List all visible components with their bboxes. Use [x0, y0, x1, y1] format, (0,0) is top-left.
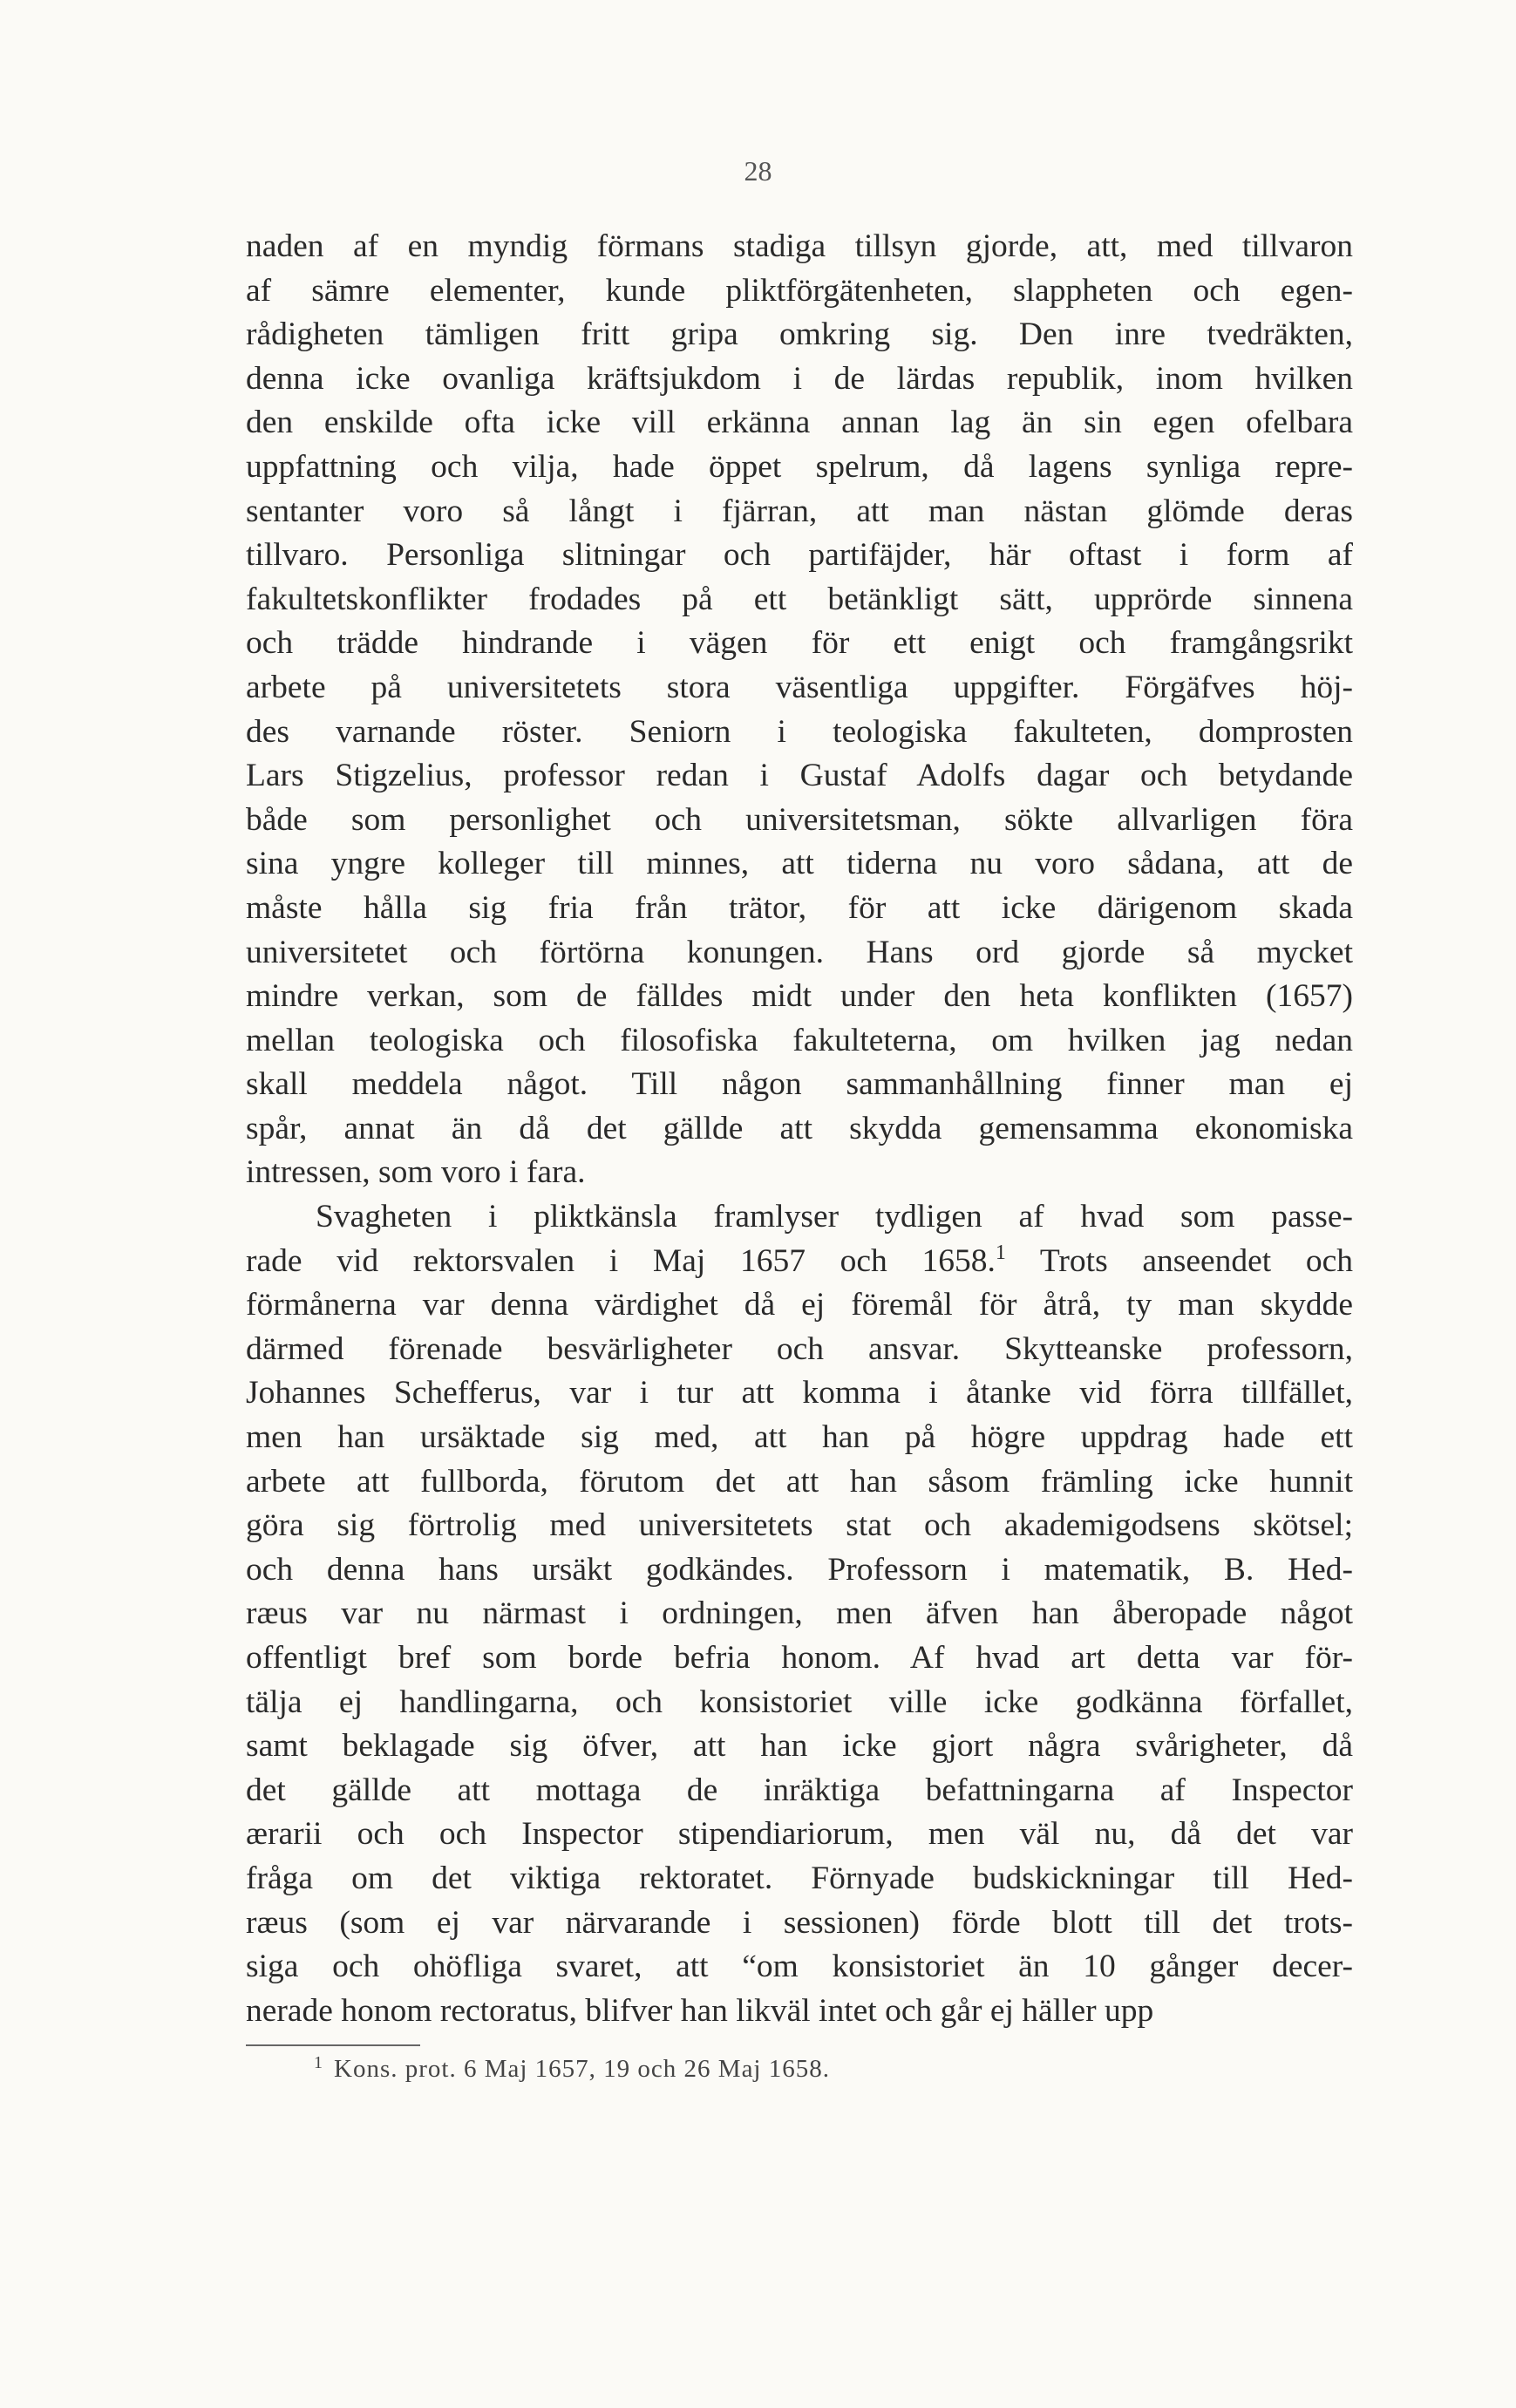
text-line-content: Lars Stigzelius, professor redan i Gustaf Adolfs dagar och betydande [246, 758, 1353, 794]
text-line [246, 666, 1353, 711]
text-line-content: tälja ej handlingarna, och konsistoriet ville icke godkänna förfallet, [246, 1684, 1353, 1720]
text-line-content: rade vid rektorsvalen i Maj 1657 och 1658. [246, 1242, 996, 1279]
text-line [246, 1901, 1353, 1946]
text-line [246, 1151, 1353, 1195]
text-line [246, 401, 1353, 446]
text-line [246, 1240, 1353, 1284]
text-line-content: Johannes Schefferus, var i tur att komma i åtanke vid förra tillfället, [246, 1375, 1353, 1411]
text-line [246, 1019, 1353, 1064]
footnote-divider [246, 2044, 420, 2046]
text-line-content: förmånerna var denna värdighet då ej föremål för åtrå, ty man skydde [246, 1287, 1353, 1323]
text-line [246, 1195, 1353, 1240]
text-line-content: intressen, som voro i fara. [246, 1154, 586, 1191]
text-line [246, 1460, 1353, 1505]
text-line [246, 799, 1353, 843]
text-line [246, 1945, 1353, 1990]
text-line [246, 1548, 1353, 1593]
text-line-content: både som personlighet och universitetsman, sökte allvarligen föra [246, 801, 1353, 838]
text-line [246, 1857, 1353, 1901]
text-line [246, 754, 1353, 799]
text-line-content: spår, annat än då det gällde att skydda gemensamma ekonomiska [246, 1110, 1353, 1146]
text-line-content: sentanter voro så långt i fjärran, att man nästan glömde deras [246, 493, 1353, 529]
text-line-content: naden af en myndig förmans stadiga tillsyn gjorde, att, med tillvaron [246, 228, 1353, 264]
text-line-content: det gällde att mottaga de inräktiga befattningarna af Inspector [246, 1772, 1353, 1808]
text-line-content: skall meddela något. Till någon sammanhållning finner man ej [246, 1066, 1353, 1103]
text-line-content: måste hålla sig fria från trätor, för att icke därigenom skada [246, 889, 1353, 926]
text-line-content: den enskilde ofta icke vill erkänna annan lag än sin egen ofelbara [246, 405, 1353, 441]
text-line-content: mellan teologiska och filosofiska fakulteterna, om hvilken jag nedan [246, 1022, 1353, 1058]
text-line-content: siga och ohöfliga svaret, att “om konsistoriet än 10 gånger decer- [246, 1949, 1353, 1985]
text-line-content: arbete att fullborda, förutom det att han såsom främling icke hunnit [246, 1463, 1353, 1500]
text-line-content: arbete på universitetets stora väsentliga uppgifter. Förgäfves höj- [246, 669, 1353, 705]
footnote [314, 2051, 830, 2086]
text-line-content: tillvaro. Personliga slitningar och partifäjder, här oftast i form af [246, 537, 1353, 574]
footnote-text: Kons. prot. 6 Maj 1657, 19 och 26 Maj 1658. [334, 2055, 830, 2083]
text-line [246, 1283, 1353, 1328]
text-line [246, 313, 1353, 357]
text-line [246, 1769, 1353, 1813]
footnote-mark: 1 [314, 2053, 323, 2072]
text-line [246, 622, 1353, 666]
text-line-tail: Trots anseendet och [1005, 1242, 1353, 1279]
text-line [246, 1371, 1353, 1416]
text-line [246, 887, 1353, 931]
text-line [246, 1328, 1353, 1372]
text-line [246, 711, 1353, 755]
text-line [246, 1592, 1353, 1636]
text-line-content: göra sig förtrolig med universitetets stat och akademigodsens skötsel; [246, 1507, 1353, 1544]
text-line-content: mindre verkan, som de fälldes midt under den heta konflikten (1657) [246, 978, 1353, 1015]
text-line-content: och denna hans ursäkt godkändes. Professorn i matematik, B. Hed- [246, 1551, 1353, 1588]
text-line [246, 534, 1353, 578]
text-line [246, 490, 1353, 534]
text-line [246, 1636, 1353, 1681]
text-line-content: ræus (som ej var närvarande i sessionen) förde blott till det trots- [246, 1904, 1353, 1941]
text-line-content: nerade honom rectoratus, blifver han likväl intet och går ej häller upp [246, 1992, 1154, 2029]
text-line [246, 975, 1353, 1019]
text-line [246, 1990, 1353, 2034]
text-line-content: ræus var nu närmast i ordningen, men äfven han åberopade något [246, 1595, 1353, 1632]
text-line-content: sina yngre kolleger till minnes, att tiderna nu voro sådana, att de [246, 846, 1353, 882]
text-line-content: offentligt bref som borde befria honom. Af hvad art detta var för- [246, 1640, 1353, 1676]
text-line-content: rådigheten tämligen fritt gripa omkring sig. Den inre tvedräkten, [246, 316, 1353, 353]
text-line [246, 1813, 1353, 1857]
text-line [246, 842, 1353, 887]
text-line-content: uppfattning och vilja, hade öppet spelrum, då lagens synliga repre- [246, 448, 1353, 485]
text-line [246, 1416, 1353, 1460]
text-line [246, 446, 1353, 490]
text-line-content: därmed förenade besvärligheter och ansvar. Skytteanske professorn, [246, 1330, 1353, 1367]
text-line-content: och trädde hindrande i vägen för ett enigt och framgångsrikt [246, 625, 1353, 662]
text-line-content: samt beklagade sig öfver, att han icke gjort några svårigheter, då [246, 1728, 1353, 1765]
text-line-content: Svagheten i pliktkänsla framlyser tydligen af hvad som passe- [316, 1199, 1353, 1235]
text-line [246, 357, 1353, 402]
text-line [246, 1107, 1353, 1152]
text-line [246, 269, 1353, 314]
text-line-content: des varnande röster. Seniorn i teologiska fakulteten, domprosten [246, 713, 1353, 750]
text-line [246, 1504, 1353, 1548]
text-line-content: universitetet och förtörna konungen. Hans ord gjorde så mycket [246, 934, 1353, 970]
text-line-content: af sämre elementer, kunde pliktförgätenheten, slappheten och egen- [246, 272, 1353, 309]
text-line [246, 931, 1353, 976]
text-line [246, 578, 1353, 622]
footnote-reference: 1 [995, 1241, 1006, 1264]
page-number: 28 [744, 155, 772, 187]
text-line [246, 1681, 1353, 1725]
text-line [246, 1724, 1353, 1769]
text-line-content: ærarii och och Inspector stipendiariorum, men väl nu, då det var [246, 1816, 1353, 1853]
text-line [246, 225, 1353, 269]
text-line-content: fakultetskonflikter frodades på ett betänkligt sätt, upprörde sinnena [246, 581, 1353, 617]
text-line-content: denna icke ovanliga kräftsjukdom i de lärdas republik, inom hvilken [246, 360, 1353, 397]
text-line-content: fråga om det viktiga rektoratet. Förnyade budskickningar till Hed- [246, 1860, 1353, 1896]
body-text [246, 225, 1353, 2033]
text-line [246, 1063, 1353, 1107]
text-line-content: men han ursäktade sig med, att han på högre uppdrag hade ett [246, 1419, 1353, 1456]
